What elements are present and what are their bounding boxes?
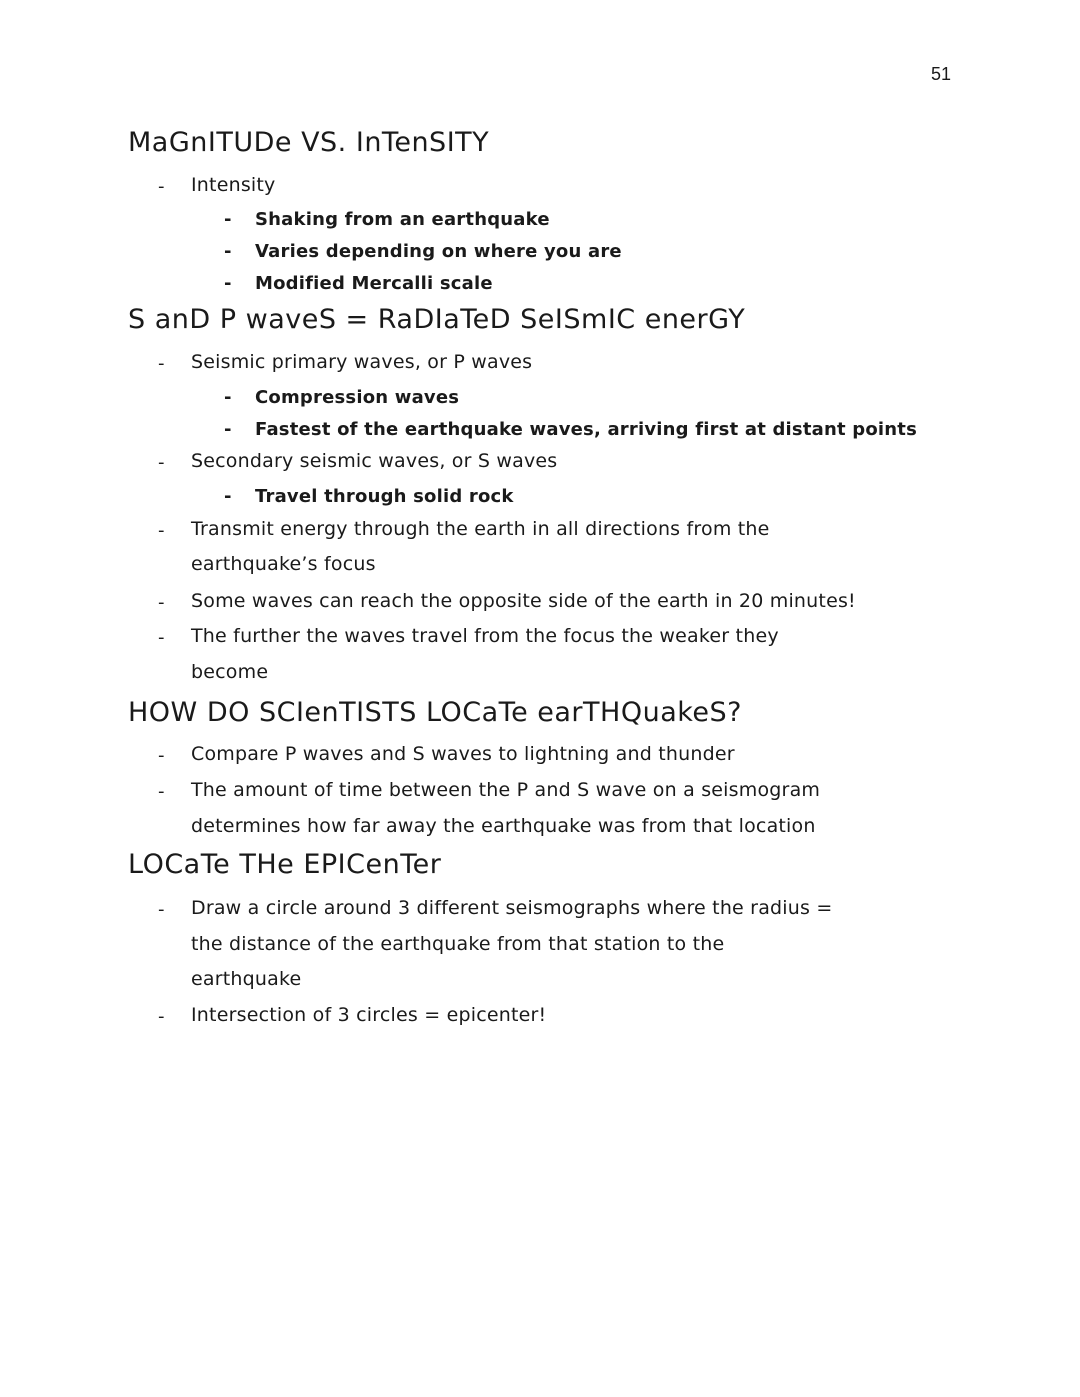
list-item-draw-cont: the distance of the earthquake from that station to the	[191, 933, 725, 955]
bullet: -	[158, 899, 165, 920]
list-item-intensity: Intensity	[191, 174, 276, 196]
list-item-intersection: Intersection of 3 circles = epicenter!	[191, 1004, 547, 1026]
bullet: -	[158, 1006, 165, 1027]
list-item-amount-cont: determines how far away the earthquake was from that location	[191, 815, 816, 837]
bullet: -	[158, 781, 165, 802]
bullet: -	[158, 592, 165, 613]
list-item-further: The further the waves travel from the focus the weaker they	[191, 625, 779, 647]
list-item-s-waves: Secondary seismic waves, or S waves	[191, 450, 558, 472]
list-item-mercalli: Modified Mercalli scale	[255, 273, 493, 294]
list-item-fastest: Fastest of the earthquake waves, arriving first at distant points	[255, 419, 918, 440]
bullet: -	[158, 176, 165, 197]
bullet: -	[224, 486, 232, 507]
bullet: -	[158, 627, 165, 648]
list-item-shaking: Shaking from an earthquake	[255, 209, 550, 230]
list-item-transmit: Transmit energy through the earth in all directions from the	[191, 518, 770, 540]
list-item-travel: Travel through solid rock	[255, 486, 514, 507]
bullet: -	[224, 387, 232, 408]
list-item-further-cont: become	[191, 661, 269, 683]
list-item-compression: Compression waves	[255, 387, 460, 408]
bullet: -	[224, 209, 232, 230]
list-item-transmit-cont: earthquake’s focus	[191, 553, 376, 575]
bullet: -	[158, 520, 165, 541]
list-item-varies: Varies depending on where you are	[255, 241, 622, 262]
bullet: -	[158, 452, 165, 473]
bullet: -	[158, 745, 165, 766]
bullet: -	[224, 419, 232, 440]
list-item-amount: The amount of time between the P and S wave on a seismogram	[191, 779, 821, 801]
heading-s-and-p-waves: S anD P waveS = RaDIaTeD SeISmIC enerGY	[128, 304, 746, 335]
page-number: 51	[931, 64, 952, 84]
bullet: -	[224, 241, 232, 262]
heading-locate-the-epicenter: LOCaTe THe EPICenTer	[128, 849, 442, 880]
list-item-draw: Draw a circle around 3 different seismographs where the radius =	[191, 897, 833, 919]
heading-magnitude-vs-intensity: MaGnITUDe VS. InTenSITY	[128, 127, 490, 158]
heading-how-do-scientists-locate: HOW DO SCIenTISTS LOCaTe earTHQuakeS?	[128, 697, 742, 728]
list-item-compare: Compare P waves and S waves to lightning and thunder	[191, 743, 735, 765]
list-item-draw-cont-2: earthquake	[191, 968, 302, 990]
list-item-p-waves: Seismic primary waves, or P waves	[191, 351, 533, 373]
list-item-reach: Some waves can reach the opposite side of the earth in 20 minutes!	[191, 590, 856, 612]
bullet: -	[158, 353, 165, 374]
bullet: -	[224, 273, 232, 294]
